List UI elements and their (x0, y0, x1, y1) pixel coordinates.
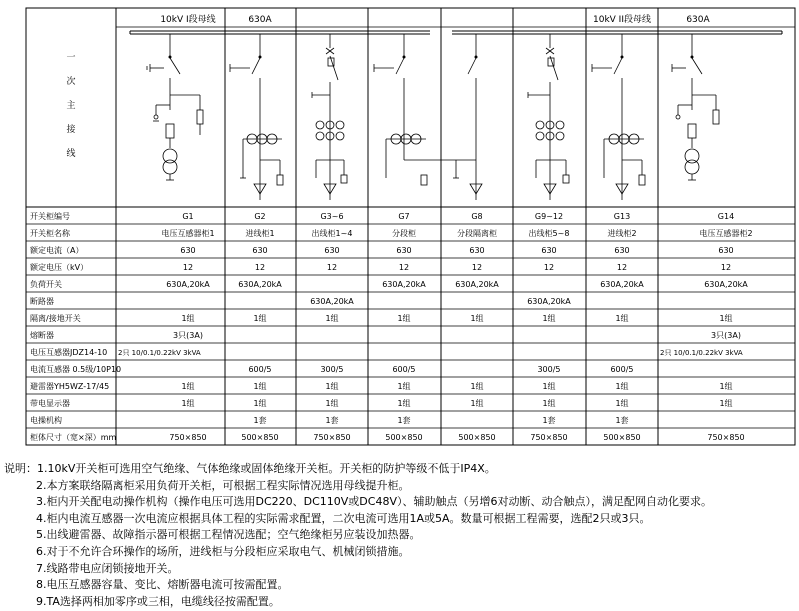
table-cell: 1组 (253, 382, 267, 391)
cabinet-g7-symbol (374, 34, 476, 185)
cabinet-g1-symbol (147, 34, 203, 180)
busbar-section-2 (452, 31, 782, 34)
table-cell: 12 (254, 263, 266, 272)
table-cell: 出线柜5~8 (528, 229, 570, 238)
cabinet-g8-symbol (453, 34, 482, 200)
table-cell: G8 (471, 212, 483, 221)
table-cell: 1套 (397, 416, 411, 425)
table-cell: 12 (182, 263, 194, 272)
table-cell: 1组 (397, 399, 411, 408)
note-item: 3.柜内开关配电动操作机构（操作电压可选用DC220、DC110V或DC48V）、辅助触点（另增6对动断、动合触点），满足配网自动化要求。 (36, 495, 712, 509)
table-cell: 3只(3A) (173, 331, 203, 340)
table-cell: 1组 (397, 314, 411, 323)
row-label: 额定电流（A） (30, 246, 84, 255)
table-cell: 630 (541, 246, 557, 255)
notes-section (4, 461, 794, 610)
table-cell: 1组 (325, 314, 339, 323)
table-cell: 630 (324, 246, 340, 255)
table-cell: 1组 (181, 314, 195, 323)
table-cell: 630A,20kA (704, 280, 748, 289)
table-cell: 2只 10/0.1/0.22kV 3kVA (660, 349, 743, 357)
table-cell: G3~6 (320, 212, 344, 221)
bus-label-section-1: 10kV I段母线 (160, 15, 216, 25)
table-cell: 630 (252, 246, 268, 255)
table-cell: 750×850 (169, 433, 207, 442)
table-cell: 1组 (542, 399, 556, 408)
row-label: 避雷器YH5WZ-17/45 (30, 382, 110, 391)
table-cell: 1套 (615, 416, 629, 425)
table-cell: G13 (613, 212, 631, 221)
table-cell: 630 (396, 246, 412, 255)
table-cell: 1组 (470, 382, 484, 391)
parameter-table (26, 207, 795, 445)
note-item: 8.电压互感器容量、变比、熔断器电流可按需配置。 (36, 578, 289, 592)
note-item: 6.对于不允许合环操作的场所，进线柜与分段柜应采取电气、机械闭锁措施。 (36, 544, 410, 558)
table-cell: 分段柜 (392, 229, 416, 238)
table-cell: 500×850 (241, 433, 279, 442)
table-cell: 1组 (615, 314, 629, 323)
table-cell: 630 (614, 246, 630, 255)
note-item: 2.本方案联络隔离柜采用负荷开关柜，可根据工程实际情况选用母线提升柜。 (36, 478, 410, 492)
cabinet-g14-symbol (672, 34, 719, 180)
bus-current-label-1: 630A (248, 15, 272, 25)
table-cell: 1组 (181, 382, 195, 391)
table-cell: G1 (182, 212, 194, 221)
section-label-char: 主 (66, 101, 76, 111)
busbar-section-1 (130, 31, 430, 34)
row-label: 开关柜名称 (30, 229, 70, 238)
table-cell: 2只 10/0.1/0.22kV 3kVA (118, 349, 201, 357)
note-item: 5.出线避雷器、故障指示器可根据工程情况选配；空气绝缘柜另应装设加热器。 (36, 528, 421, 542)
table-cell: 1组 (542, 314, 556, 323)
section-label-char: 次 (66, 77, 76, 87)
table-cell: 出线柜1~4 (311, 229, 353, 238)
table-cell: 1组 (325, 382, 339, 391)
column-dividers (225, 8, 658, 445)
table-cell: 1组 (253, 314, 267, 323)
table-cell: 1组 (253, 399, 267, 408)
table-cell: 630A,20kA (527, 297, 571, 306)
table-cell: 12 (471, 263, 483, 272)
note-item: 说明：1.10kV开关柜可选用空气绝缘、气体绝缘或固体绝缘开关柜。开关柜的防护等级不低于IP4X。 (4, 462, 496, 475)
table-cell: 12 (616, 263, 628, 272)
section-label-char: 一 (66, 53, 76, 63)
table-cell: 3只(3A) (711, 331, 741, 340)
table-cell: G9~12 (534, 212, 564, 221)
note-item: 7.线路带电应闭锁接地开关。 (36, 561, 179, 575)
table-cell: G7 (398, 212, 410, 221)
row-label: 电流互感器 0.5级/10P10 (30, 365, 122, 374)
table-cell: 1组 (615, 399, 629, 408)
table-cell: 12 (543, 263, 555, 272)
cabinet-g9-symbol (528, 34, 569, 200)
row-label: 熔断器 (30, 331, 54, 340)
table-cell: 电压互感器柜1 (161, 229, 215, 238)
table-cell: 750×850 (707, 433, 745, 442)
table-cell: 1套 (542, 416, 556, 425)
cabinet-g2-symbol (230, 34, 283, 200)
row-label: 断路器 (30, 297, 54, 306)
table-cell: 630 (180, 246, 196, 255)
table-cell: 630A,20kA (600, 280, 644, 289)
table-cell: 12 (326, 263, 338, 272)
table-cell: 1组 (470, 314, 484, 323)
table-cell: 1组 (542, 382, 556, 391)
table-cell: 600/5 (392, 365, 416, 374)
row-label: 隔离/接地开关 (30, 314, 81, 323)
table-cell: 630A,20kA (310, 297, 354, 306)
note-item: 4.柜内电流互感器一次电流应根据具体工程的实际需求配置，二次电流可选用1A或5A。数量可根据工程需要，选配2只或3只。 (36, 511, 651, 525)
table-cell: 1组 (397, 382, 411, 391)
table-cell: 1组 (615, 382, 629, 391)
note-item: 9.TA选择两相加零序或三相，电缆线径按需配置。 (36, 594, 280, 608)
table-cell: 630A,20kA (382, 280, 426, 289)
table-cell: 进线柜2 (607, 229, 637, 238)
cabinet-g3-symbol (312, 34, 347, 200)
table-cell: 1组 (325, 399, 339, 408)
table-cell: 1组 (719, 382, 733, 391)
row-label: 负荷开关 (30, 280, 62, 289)
row-label: 电操机构 (30, 416, 62, 425)
section-label-char: 接 (66, 125, 76, 135)
table-cell: 12 (398, 263, 410, 272)
section-label-char: 线 (66, 149, 76, 159)
table-cell: 630A,20kA (455, 280, 499, 289)
table-frame (26, 8, 795, 445)
table-cell: 12 (720, 263, 732, 272)
row-label: 电压互感器JDZ14-10 (30, 348, 108, 357)
table-cell: 500×850 (458, 433, 496, 442)
row-label: 开关柜编号 (30, 212, 70, 221)
table-cell: 630A,20kA (238, 280, 282, 289)
table-cell: 630 (469, 246, 485, 255)
table-cell: 600/5 (248, 365, 272, 374)
bus-label-section-2: 10kV II段母线 (593, 15, 651, 25)
section-label (66, 53, 75, 159)
table-cell: 300/5 (320, 365, 344, 374)
row-label: 柜体尺寸（宽×深）mm (30, 433, 117, 442)
table-cell: 1组 (181, 399, 195, 408)
table-cell: 1组 (719, 399, 733, 408)
table-cell: 750×850 (530, 433, 568, 442)
bus-current-label-2: 630A (686, 15, 710, 25)
table-cell: 1套 (325, 416, 339, 425)
table-cell: 1组 (470, 399, 484, 408)
table-cell: G2 (254, 212, 266, 221)
row-label: 带电显示器 (30, 399, 70, 408)
row-label: 额定电压（kV） (30, 263, 89, 272)
table-cell: G14 (717, 212, 735, 221)
table-cell: 1套 (253, 416, 267, 425)
table-cell: 600/5 (610, 365, 634, 374)
table-cell: 电压互感器柜2 (699, 229, 753, 238)
table-cell: 630A,20kA (166, 280, 210, 289)
table-cell: 300/5 (537, 365, 561, 374)
cabinet-g13-symbol (592, 34, 645, 200)
table-cell: 分段隔离柜 (457, 229, 497, 238)
table-cell: 进线柜1 (245, 229, 275, 238)
table-cell: 630 (718, 246, 734, 255)
table-cell: 750×850 (313, 433, 351, 442)
table-cell: 500×850 (385, 433, 423, 442)
table-cell: 500×850 (603, 433, 641, 442)
table-cell: 1组 (719, 314, 733, 323)
